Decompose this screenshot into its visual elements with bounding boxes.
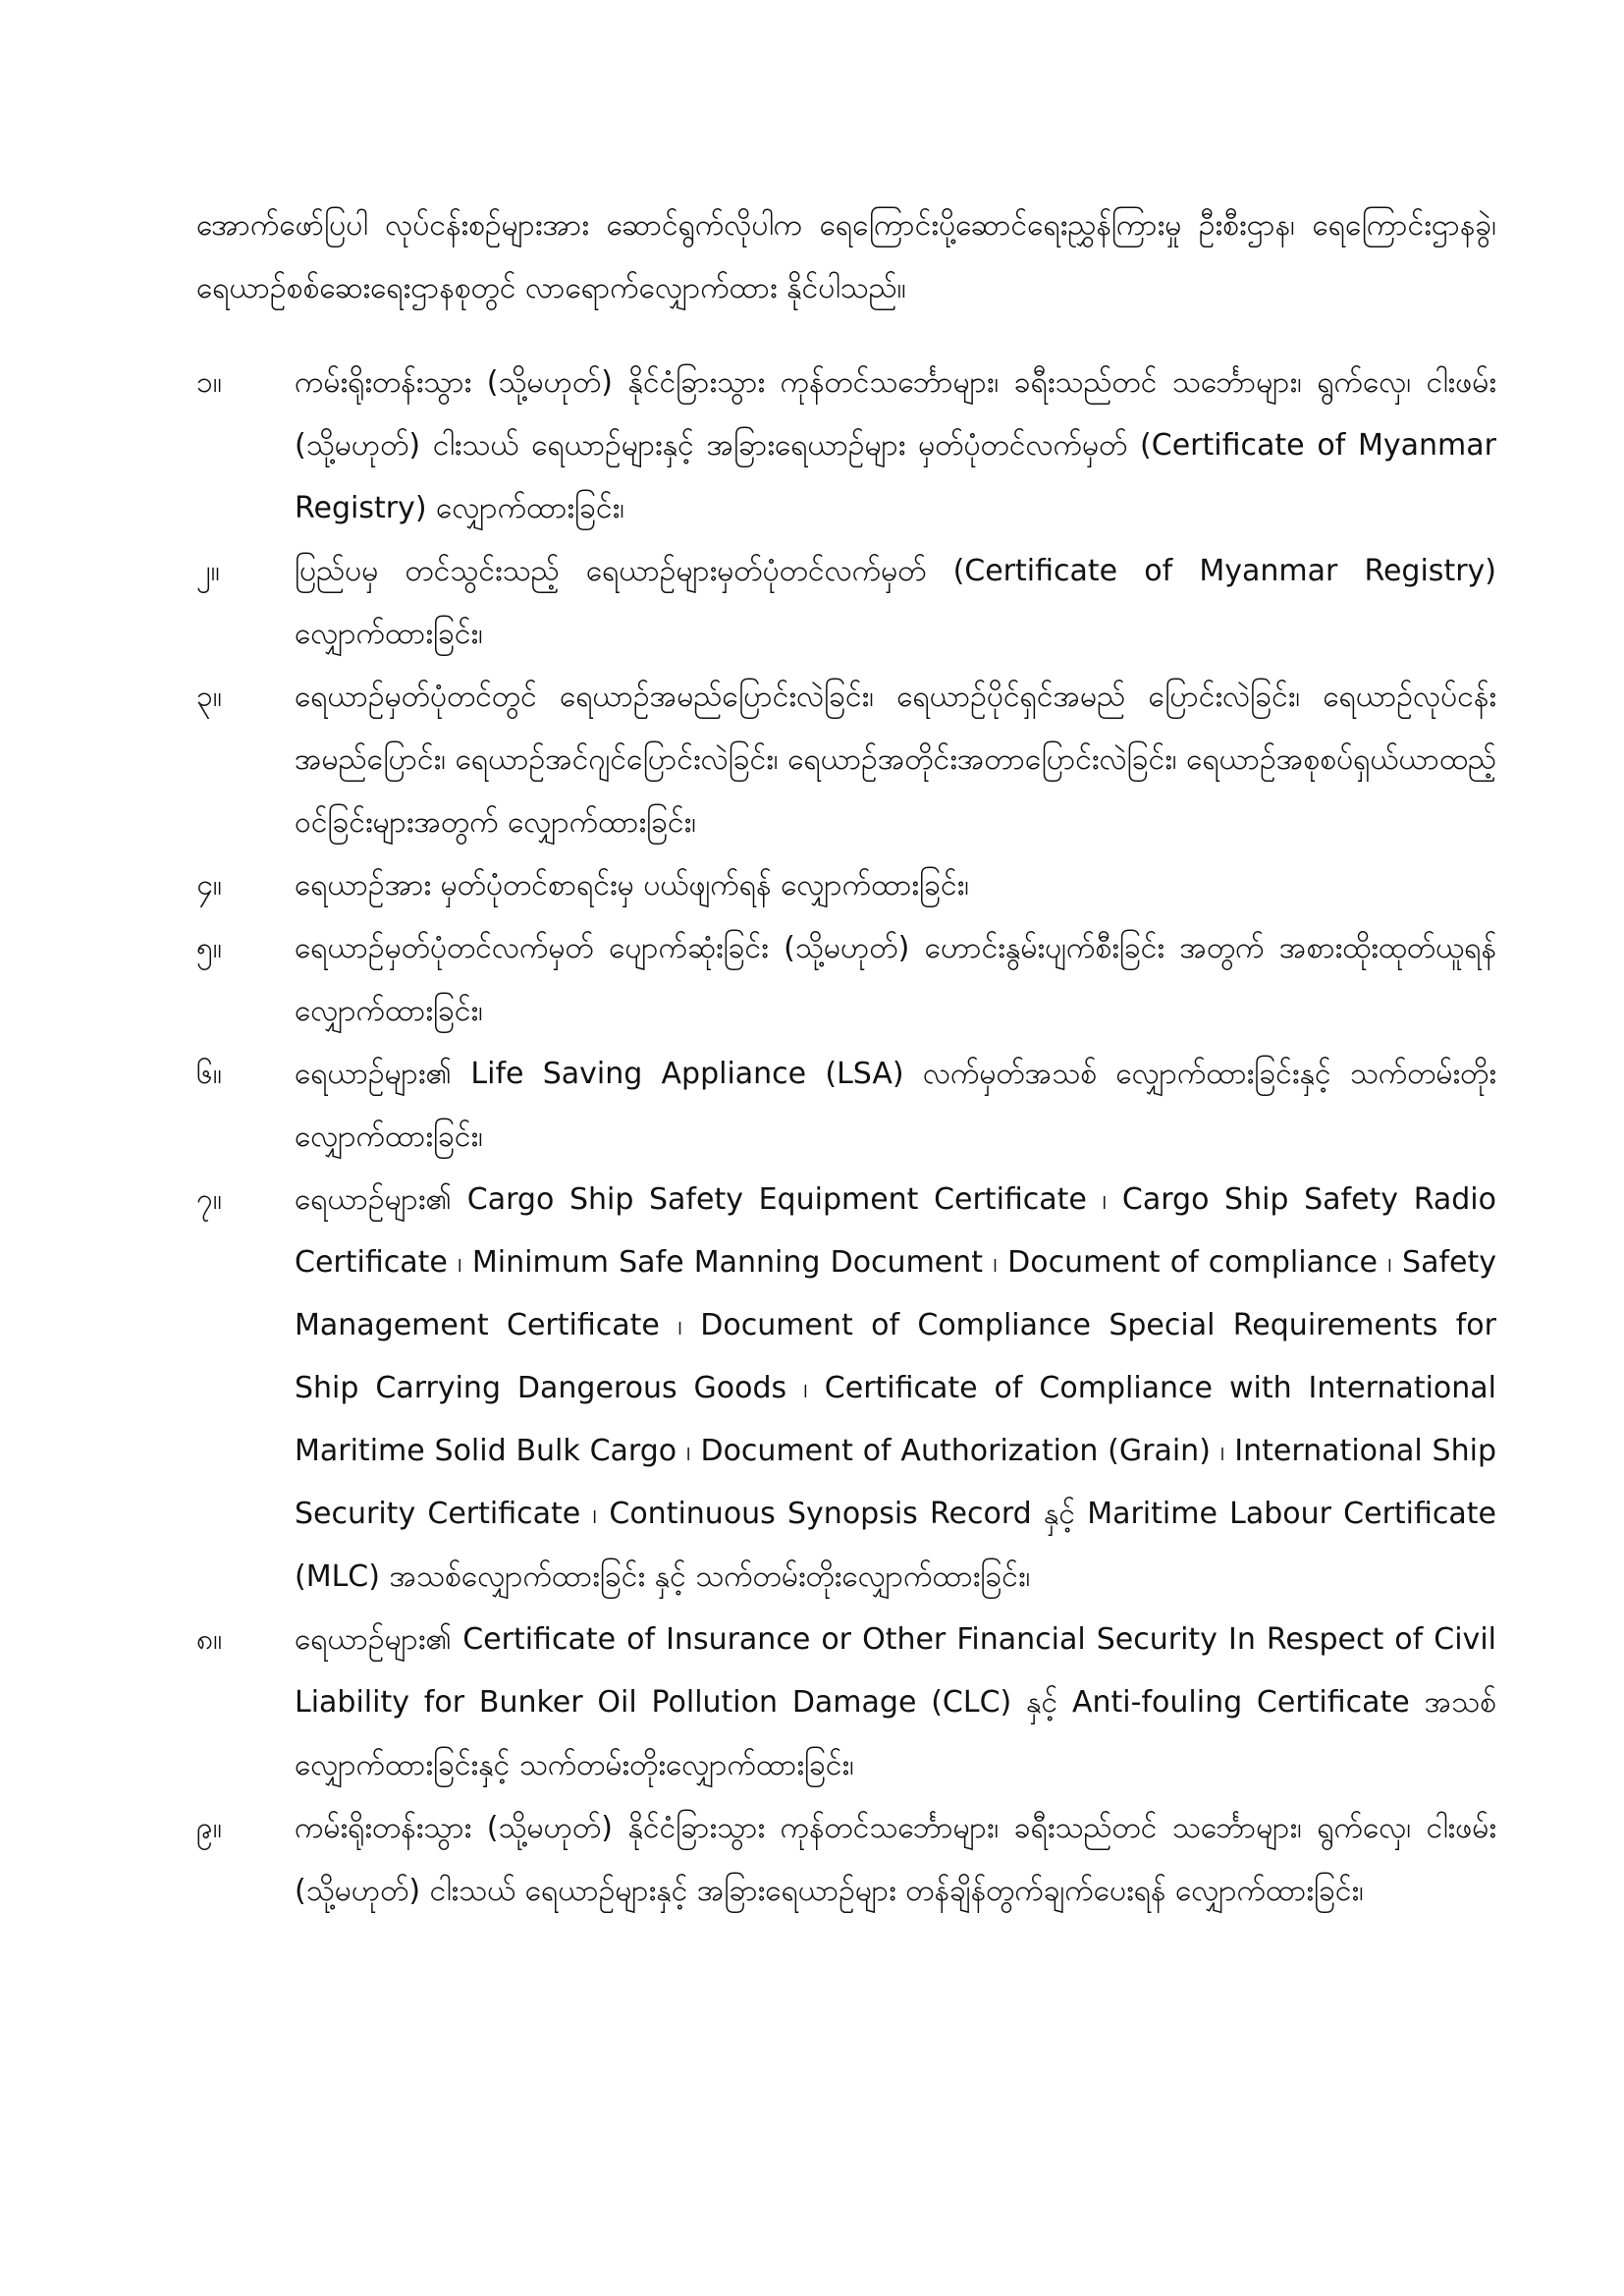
item-number: ၂။ bbox=[196, 554, 220, 588]
list-item bbox=[196, 1169, 1496, 1609]
list-item bbox=[196, 1043, 1496, 1169]
item-text: ရေယာဉ်များ၏ Cargo Ship Safety Equipment Certificate ၊ Cargo Ship Safety Radio Certificate ၊ Minimum Safe Manning Document ၊ Document of compliance ၊ Safety Management Certificate ၊ Document of Compliance Special Requirements for Ship Carrying Dangerous Goods ၊ Certificate of Compliance with International Maritime Solid Bulk Cargo ၊ Document of Authorization (Grain) ၊ International Ship Security Certificate ၊ Continuous Synopsis Record နှင့် Maritime Labour Certificate (MLC) အသစ်လျှောက်ထားခြင်း နှင့် သက်တမ်းတိုးလျှောက်ထားခြင်း၊ bbox=[295, 1182, 1496, 1594]
item-text: ရေယာဉ်အား မှတ်ပုံတင်စာရင်းမှ ပယ်ဖျက်ရန် လျှောက်ထားခြင်း၊ bbox=[295, 868, 969, 902]
item-text: ကမ်းရိုးတန်းသွား (သို့မဟုတ်) နိုင်ငံခြားသွား ကုန်တင်သင်္ဘောများ၊ ခရီးသည်တင် သင်္ဘောများ၊ ရွက်လှေ၊ ငါးဖမ်း (သို့မဟုတ်) ငါးသယ် ရေယာဉ်များနှင့် အခြားရေယာဉ်များ မှတ်ပုံတင်လက်မှတ် (Certificate of Myanmar Registry) လျှောက်ထားခြင်း၊ bbox=[295, 365, 1496, 525]
item-number: ၁။ bbox=[196, 365, 222, 400]
item-text: ရေယာဉ်များ၏ Certificate of Insurance or Other Financial Security In Respect of Civil Liability for Bunker Oil Pollution Damage (CLC) နှင့် Anti-fouling Certificate အသစ်လျှောက်ထားခြင်းနှင့် သက်တမ်းတိုးလျှောက်ထားခြင်း၊ bbox=[295, 1622, 1496, 1782]
item-text: ကမ်းရိုးတန်းသွား (သို့မဟုတ်) နိုင်ငံခြားသွား ကုန်တင်သင်္ဘောများ၊ ခရီးသည်တင် သင်္ဘောများ၊ ရွက်လှေ၊ ငါးဖမ်း (သို့မဟုတ်) ငါးသယ် ရေယာဉ်များနှင့် အခြားရေယာဉ်များ တန်ချိန်တွက်ချက်ပေးရန် လျှောက်ထားခြင်း၊ bbox=[295, 1811, 1496, 1908]
item-number: ၄။ bbox=[196, 868, 222, 902]
item-number: ၉။ bbox=[196, 1811, 222, 1845]
list-item bbox=[196, 352, 1496, 540]
item-text: ရေယာဉ်မှတ်ပုံတင်လက်မှတ် ပျောက်ဆုံးခြင်း (သို့မဟုတ်) ဟောင်းနွမ်းပျက်စီးခြင်း အတွက် အစားထိုးထုတ်ယူရန် လျှောက်ထားခြင်း၊ bbox=[295, 931, 1496, 1028]
item-text: ပြည်ပမှ တင်သွင်းသည့် ရေယာဉ်များမှတ်ပုံတင်လက်မှတ် (Certificate of Myanmar Registry) လျှောက်ထားခြင်း၊ bbox=[295, 554, 1496, 651]
item-number: ၆။ bbox=[196, 1057, 222, 1091]
list-item bbox=[196, 1609, 1496, 1797]
item-number: ၃။ bbox=[196, 680, 222, 714]
item-text: ရေယာဉ်မှတ်ပုံတင်တွင် ရေယာဉ်အမည်ပြောင်းလဲခြင်း၊ ရေယာဉ်ပိုင်ရှင်အမည် ပြောင်းလဲခြင်း၊ ရေယာဉ်လုပ်ငန်းအမည်ပြောင်း၊ ရေယာဉ်အင်ဂျင်ပြောင်းလဲခြင်း၊ ရေယာဉ်အတိုင်းအတာပြောင်းလဲခြင်း၊ ရေယာဉ်အစုစပ်ရှယ်ယာထည့်ဝင်ခြင်းများအတွက် လျှောက်ထားခြင်း၊ bbox=[295, 680, 1496, 840]
item-text: ရေယာဉ်များ၏ Life Saving Appliance (LSA) လက်မှတ်အသစ် လျှောက်ထားခြင်းနှင့် သက်တမ်းတိုးလျှောက်ထားခြင်း၊ bbox=[295, 1057, 1496, 1154]
list-item bbox=[196, 917, 1496, 1043]
procedure-list bbox=[196, 352, 1496, 1923]
list-item bbox=[196, 666, 1496, 854]
item-number: ၈။ bbox=[196, 1622, 223, 1657]
list-item bbox=[196, 1797, 1496, 1923]
item-number: ၇။ bbox=[196, 1182, 222, 1217]
item-number: ၅။ bbox=[196, 931, 222, 965]
list-item bbox=[196, 854, 1496, 917]
intro-paragraph: အောက်ဖော်ပြပါ လုပ်ငန်းစဉ်များအား ဆောင်ရွက်လိုပါက ရေကြောင်းပို့ဆောင်ရေးညွှန်ကြားမှု ဦးစီးဌာန၊ ရေကြောင်းဌာနခွဲ၊ ရေယာဉ်စစ်ဆေးရေးဌာနစုတွင် လာရောက်လျှောက်ထား နိုင်ပါသည်။ bbox=[196, 208, 1496, 305]
list-item bbox=[196, 540, 1496, 666]
